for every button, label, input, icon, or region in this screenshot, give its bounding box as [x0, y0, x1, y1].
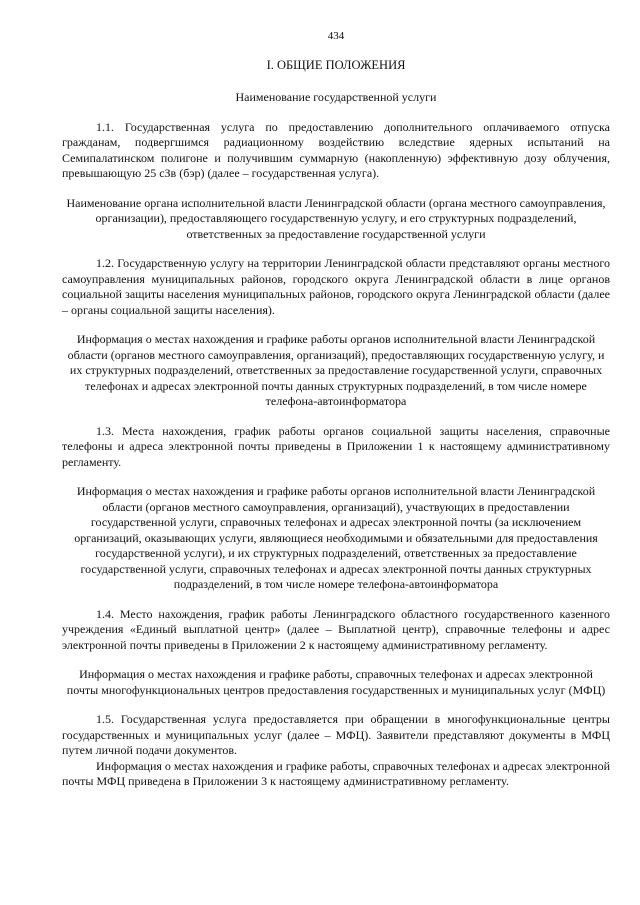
paragraph-1-5: 1.5. Государственная услуга предоставляется при обращении в многофункциональные центры государственных и муниципальных услуг (далее – МФЦ). Заявители представляют документы в МФЦ путем личной подачи документов.: [62, 712, 610, 757]
paragraph-mfc-info: Информация о местах нахождения и графике работы, справочных телефонах и адресах электронной почты МФЦ приведена в Приложении 3 к настоящему административному регламенту.: [62, 758, 610, 788]
document-page: [62, 30, 610, 790]
paragraph-1-1: 1.1. Государственная услуга по предоставлению дополнительного оплачиваемого отпуска гражданам, подвергшимся радиационному воздействию вследствие ядерных испытаний на Семипалатинском полигоне и получившим суммарную (накопленную) эффективную дозу облучения, превышающую 25 сЗв (бэр) (далее – государственная услуга).: [62, 119, 610, 180]
paragraph-1-3: 1.3. Места нахождения, график работы органов социальной защиты населения, справочные телефоны и адреса электронной почты приведены в Приложении 1 к настоящему административному регламенту.: [62, 423, 610, 469]
section-title: I. ОБЩИЕ ПОЛОЖЕНИЯ: [266, 58, 406, 72]
heading-mfc: Информация о местах нахождения и графике работы, справочных телефонах и адресах электронной почты многофункциональных центров предоставления государственных и муниципальных услуг (МФЦ): [66, 667, 606, 697]
heading-participating-bodies: Информация о местах нахождения и графике работы органов исполнительной власти Ленинградской области (органов местного самоуправления, организаций), участвующих в предоставлении государственной услуги, справочных телефонах и адресах электронной почты (за исключением организаций, оказывающих услуги, являющиеся необходимыми и обязательными для предоставления государственной услуги), и их структурных подразделений, ответственных за предоставление государственной услуги, справочных телефонах и адресах электронной почты данных структурных подразделений, в том числе номере телефона-автоинформатора: [74, 484, 598, 591]
heading-authority-contacts: Информация о местах нахождения и графике работы органов исполнительной власти Ленинградской области (органов местного самоуправления, организаций), предоставляющих государственную услугу, и их структурных подразделений, ответственных за предоставление государственной услуги, справочных телефонах и адресах электронной почты данных структурных подразделений, в том числе номере телефона-автоинформатора: [67, 332, 605, 408]
heading-authority: Наименование органа исполнительной власти Ленинградской области (органа местного самоуправления, организации), предоставляющего государственную услугу, и его структурных подразделений, ответственных за предоставление государственной услуги: [66, 195, 606, 241]
paragraph-1-4: 1.4. Место нахождения, график работы Ленинградского областного государственного казенного учреждения «Единый выплатной центр» (далее – Выплатной центр), справочные телефоны и адрес электронной почты приведены в Приложении 2 к настоящему административному регламенту.: [62, 606, 610, 652]
page-number: 434: [327, 30, 345, 42]
paragraph-1-2: 1.2. Государственную услугу на территории Ленинградской области представляют органы местного самоуправления муниципальных районов, городского округа Ленинградской области в лице органов социальной защиты населения муниципальных районов, городского округа Ленинградской области (далее – органы социальной защиты населения).: [62, 256, 610, 317]
heading-service-name: Наименование государственной услуги: [235, 90, 437, 104]
